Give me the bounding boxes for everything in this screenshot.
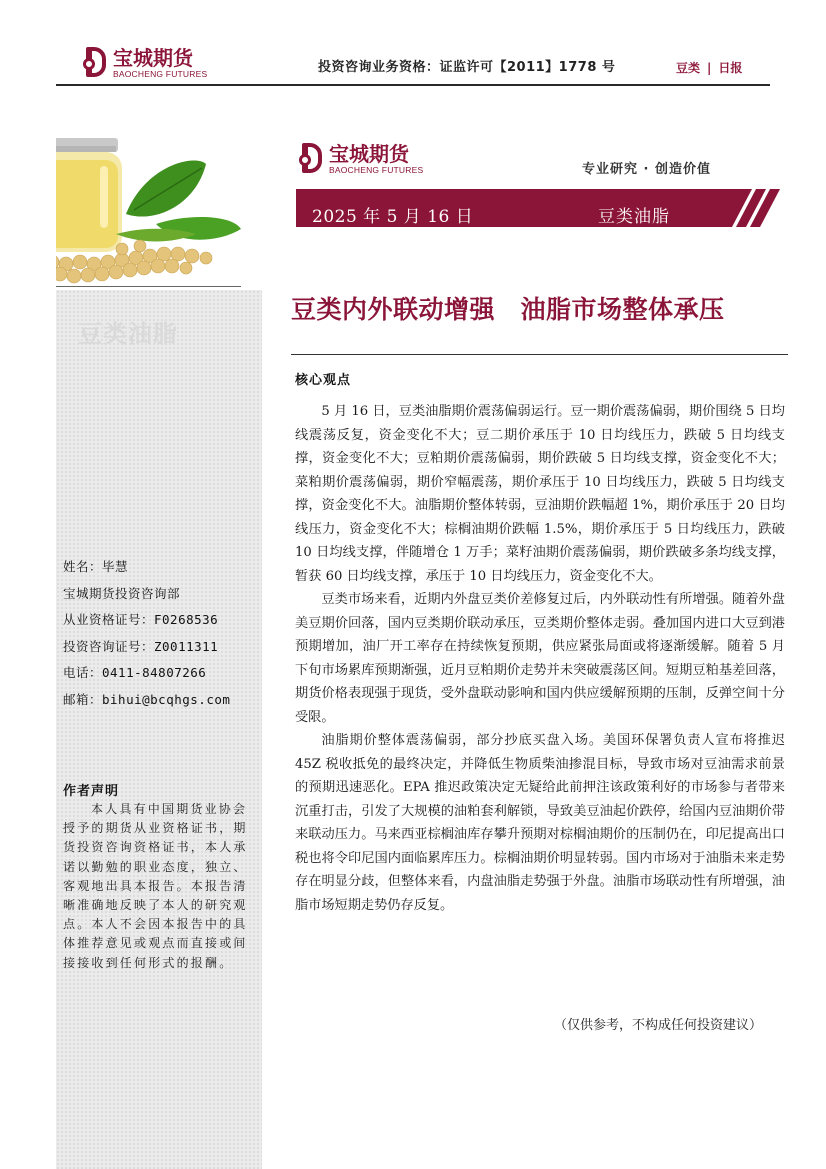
declaration-title: 作者声明: [63, 784, 120, 799]
header-logo: [82, 46, 207, 80]
author-dept: 宝城期货投资咨询部: [63, 585, 181, 601]
body-paragraph: 5 月 16 日，豆类油脂期价震荡偏弱运行。豆一期价震荡偏弱，期价围绕 5 日均线震荡反复，资金变化不大；豆二期价承压于 10 日均线压力，跌破 5 日均线支撑，资金变化不大；豆粕期价震荡偏弱，期价跌破 5 日均线支撑，资金变化不大；菜粕期价震荡偏弱，期价窄幅震荡，期价承压于 10 日均线压力，跌破 5 日均线支撑，资金变化不大。油脂期价整体转弱，豆油期价跌幅超 1%，期价承压于 20 日均线压力，资金变化不大；棕榈油期价跌幅 1.5%，期价承压于 5 日均线压力，跌破 10 日均线支撑，伴随增仓 1 万手；菜籽油期价震荡偏弱，期价跌破多条均线支撑，暂获 60 日均线支撑，承压于 10 日均线压力，资金变化不大。: [295, 404, 785, 584]
declaration-body: 本人具有中国期货业协会授予的期货从业资格证书，期货投资咨询资格证书，本人承诺以勤勉的职业态度，独立、客观地出具本报告。本报告清晰准确地反映了本人的研究观点。本人不会因本报告中的具体推荐意见或观点而直接或间接接收到任何形式的报酬。: [63, 802, 248, 970]
author-qualification: 从业资格证号：F0268536: [63, 612, 219, 627]
author-phone: 电话：0411-84807266: [63, 665, 207, 680]
cover-image: [56, 94, 262, 290]
report-type-tag: [676, 59, 742, 76]
author-consult-cert: 投资咨询证号：Z0011311: [63, 638, 219, 654]
tag-category: 豆类: [676, 61, 701, 75]
soybean-oil-illustration: [56, 94, 262, 290]
report-date: 2025 年 5 月 16 日: [312, 207, 474, 227]
report-category: 豆类油脂: [598, 207, 670, 227]
logo-mark-icon: [82, 46, 110, 80]
header-divider: [56, 84, 770, 86]
report-logo-name: 宝城期货: [329, 141, 409, 166]
tag-separator: |: [707, 61, 712, 75]
report-logo-en: BAOCHENG FUTURES: [329, 164, 424, 175]
author-name: 姓名：毕慧: [63, 559, 129, 574]
header-logo-en: BAOCHENG FUTURES: [113, 68, 208, 79]
author-contact: [63, 557, 230, 716]
report-logo: [298, 142, 423, 176]
report-logo-mark-icon: [298, 142, 326, 176]
report-body: [295, 400, 785, 917]
tag-frequency: 日报: [718, 61, 743, 75]
license-text: 投资咨询业务资格：证监许可【2011】1778 号: [318, 60, 616, 75]
body-paragraph: 豆类市场来看，近期内外盘豆类价差修复过后，内外联动性有所增强。随着外盘美豆期价回落，国内豆类期价联动承压，豆类期价整体走弱。叠加国内进口大豆到港预期增加，油厂开工率存在持续恢复预期，供应紧张局面或将逐渐缓解。随着 5 月下旬市场累库预期渐强，近月豆粕期价走势并未突破震荡区间。短期豆粕基差回落，期货价格表现强于现货，受外盘联动影响和国内供应缓解预期的压制，反弹空间十分受限。: [295, 592, 785, 725]
investment-disclaimer: （仅供参考，不构成任何投资建议）: [554, 1018, 763, 1033]
image-divider: [56, 286, 241, 287]
sidebar-category-watermark: 豆类油脂: [78, 320, 178, 348]
slogan: 专业研究 · 创造价值: [582, 162, 711, 177]
title-divider: [291, 354, 788, 355]
author-email: 邮箱：bihui@bcqhgs.com: [63, 691, 231, 707]
body-paragraph: 油脂期价整体震荡偏弱，部分抄底买盘入场。美国环保署负责人宣布将推迟 45Z 税收抵免的最终决定，并降低生物质柴油掺混目标，导致市场对豆油需求前景的预期迅速恶化。EPA 推迟政策决定无疑给此前押注该政策利好的市场参与者带来沉重打击，引发了大规模的油粕套利解锁，导致美豆油起价跌停，给国内豆油期价带来联动压力。马来西亚棕榈油库存攀升预期对棕榈油期价的压制仍在，印尼提高出口税也将令印尼国内面临累库压力。棕榈油期价明显转弱。国内市场对于油脂未来走势存在明显分歧，但整体来看，内盘油脂走势强于外盘。油脂市场联动性有所增强，油脂市场短期走势仍存反复。: [295, 733, 785, 913]
report-title: 豆类内外联动增强 油脂市场整体承压: [291, 295, 725, 324]
header-logo-name: 宝城期货: [113, 45, 193, 70]
core-view-heading: 核心观点: [295, 373, 352, 388]
